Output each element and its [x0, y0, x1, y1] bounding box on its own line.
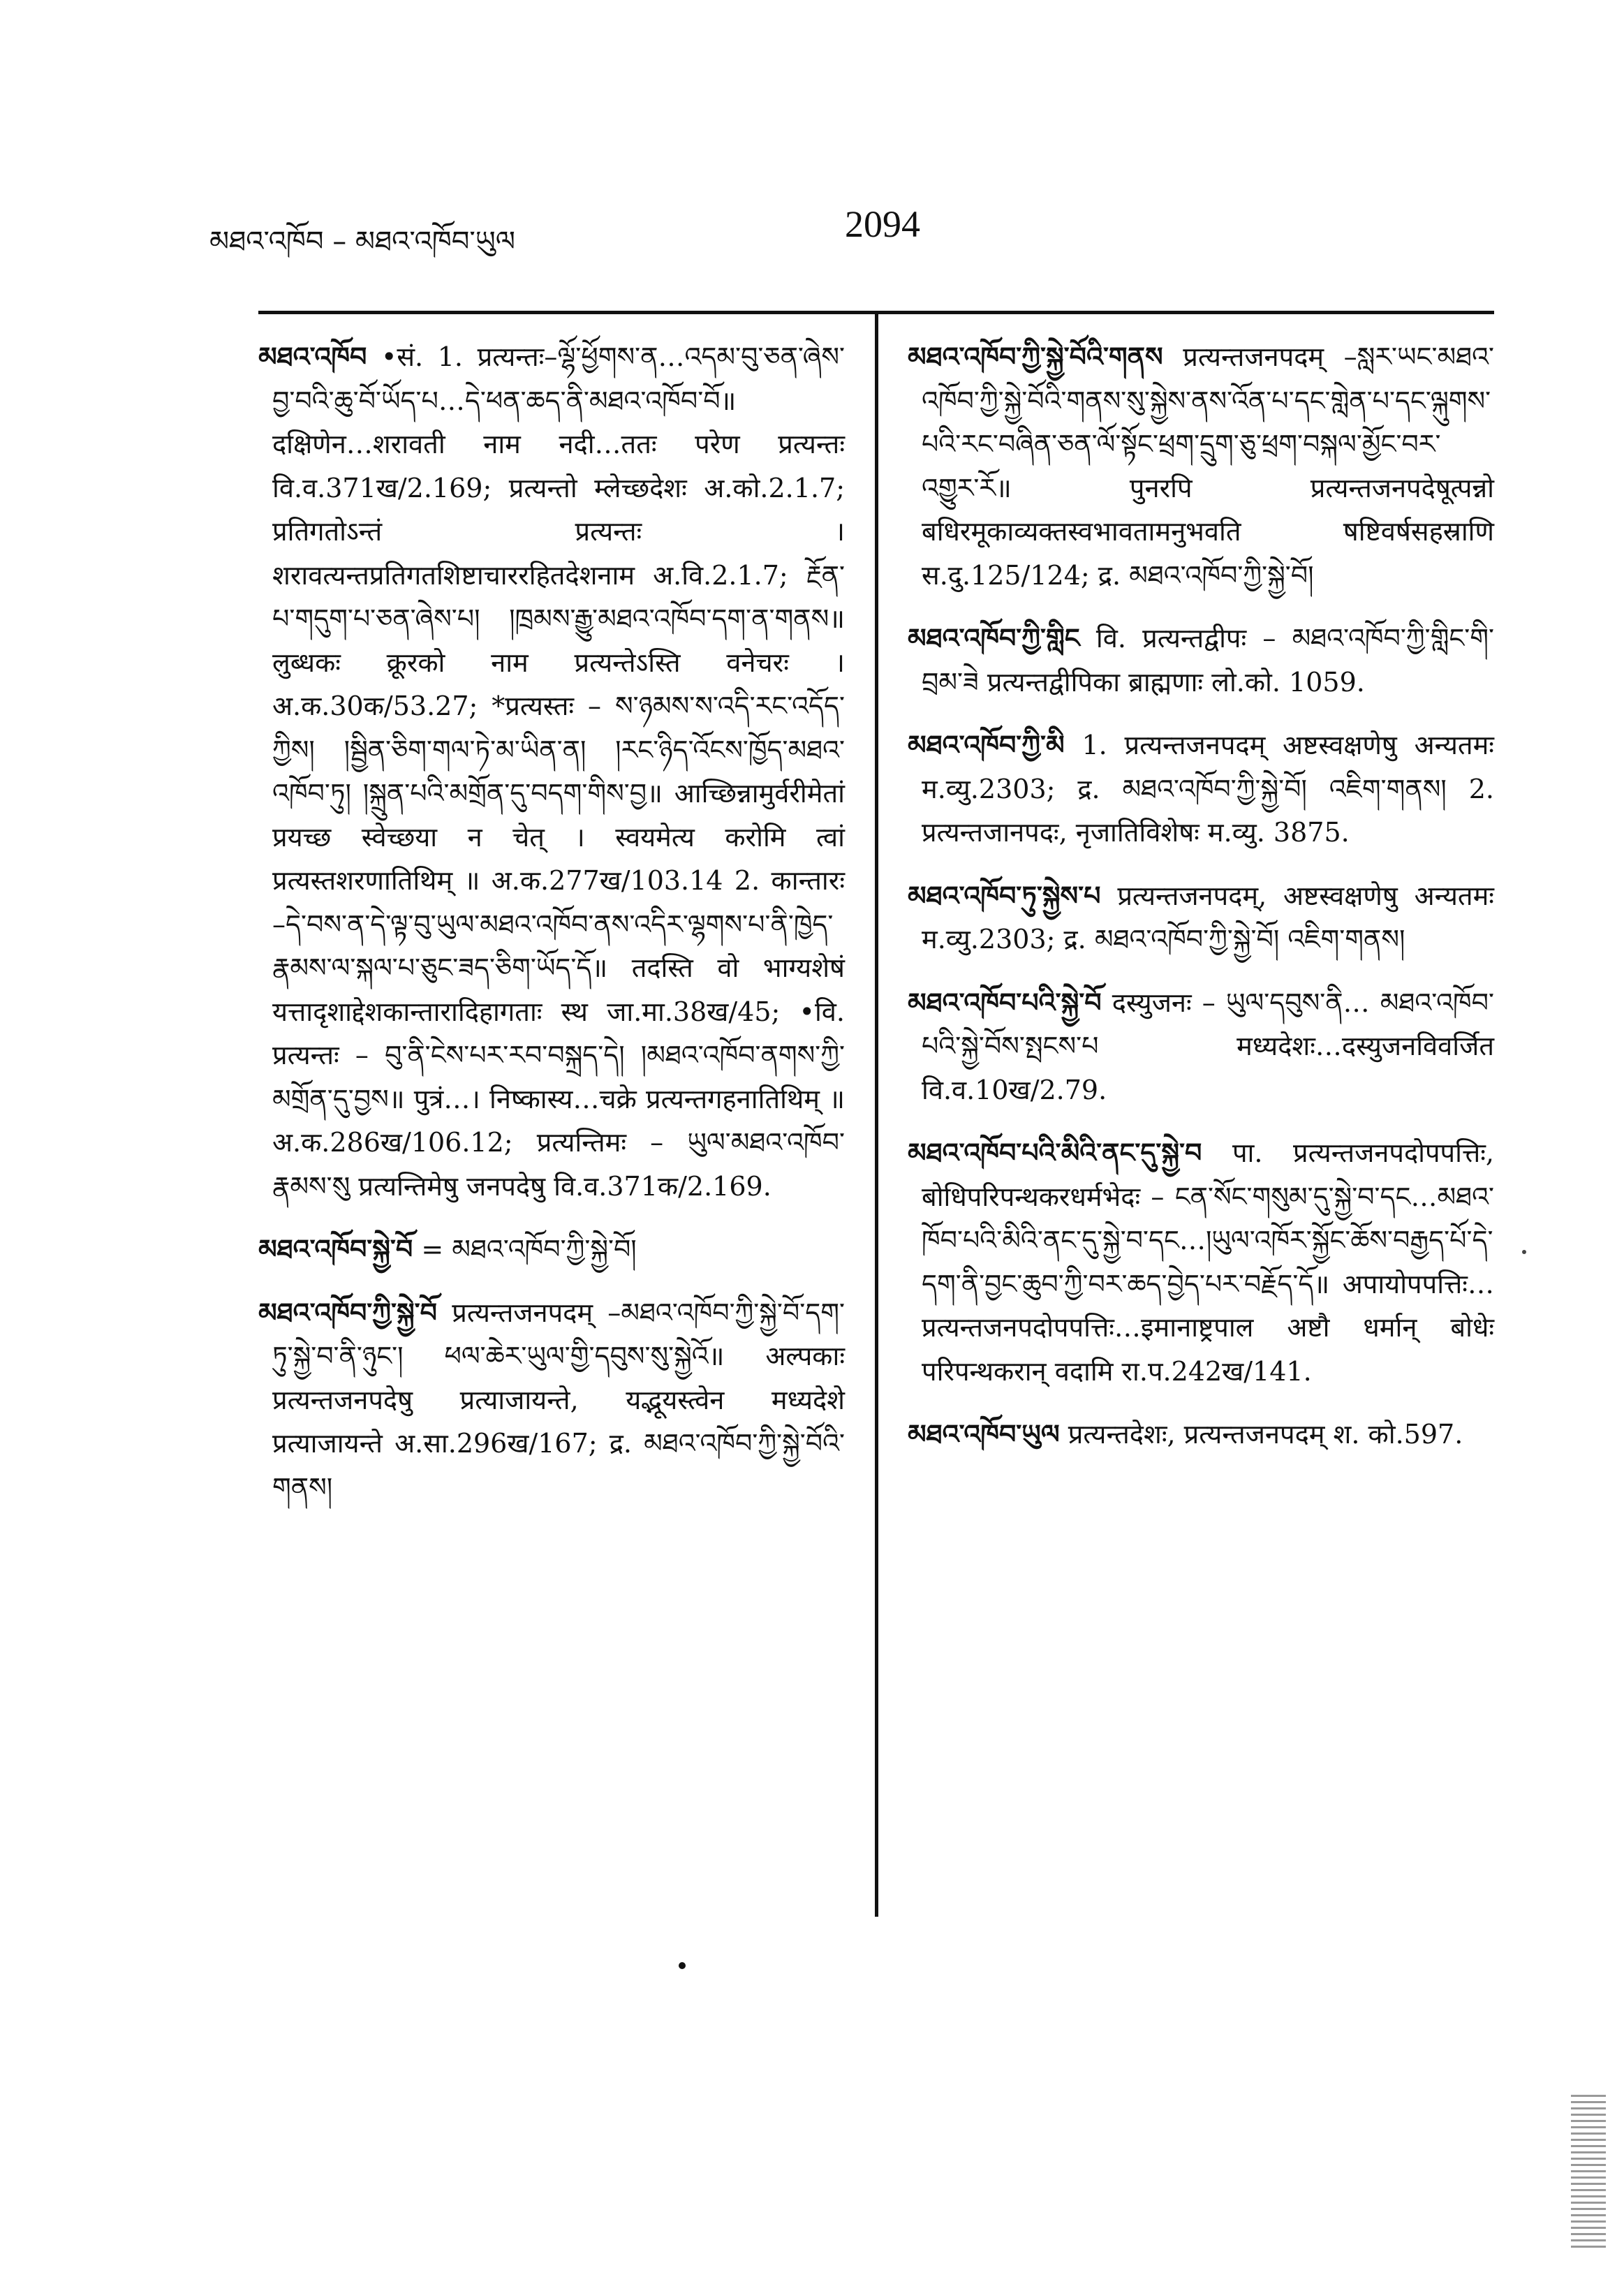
print-speck — [679, 1962, 686, 1969]
entry-body: 1. प्रत्यन्तजनपदम् अष्टस्वक्षणेषु अन्यतमः म.व्यु.2303; द्र. མཐའ་འཁོབ་ཀྱི་སྐྱེ་བོ། འཇིག་གནས། 2. प्रत्यन्तजानपदः, नृजातिविशेषः म.व्यु. 3875. — [922, 730, 1494, 848]
entry-headword: མཐའ་འཁོབ་ཡུལ — [908, 1419, 1060, 1450]
left-column — [258, 335, 845, 1528]
right-column — [908, 335, 1494, 1476]
dictionary-entry — [258, 1228, 845, 1272]
scan-edge-noise — [1571, 2095, 1606, 2248]
dictionary-entry — [258, 1291, 845, 1510]
entry-headword: མཐའ་འཁོབ་ཀྱི་སྐྱེ་བོ — [258, 1297, 438, 1328]
entry-headword: མཐའ་འཁོབ་ཀྱི་སྐྱེ་བོའི་གནས — [908, 341, 1163, 372]
dictionary-entry — [908, 981, 1494, 1112]
entry-body: = མཐའ་འཁོབ་ཀྱི་སྐྱེ་བོ། — [421, 1234, 637, 1265]
dictionary-entry — [908, 874, 1494, 962]
page-number: 2094 — [845, 203, 920, 245]
entry-body: दस्युजनः – ཡུལ་དབུས་ནི… མཐའ་འཁོབ་པའི་སྐྱེ་བོས་སྤངས་པ मध्यदेशः…दस्युजनविवर्जित वि.व.10ख/2.79. — [922, 987, 1494, 1105]
entry-headword: མཐའ་འཁོབ་པའི་སྐྱེ་བོ — [908, 987, 1102, 1018]
entry-body: प्रत्यन्तजनपदम् –སླར་ཡང་མཐའ་འཁོབ་ཀྱི་སྐྱེ་བོའི་གནས་སུ་སྐྱེས་ནས་འོན་པ་དང་གླེན་པ་དང་ལྐུགས་པའི་རང་བཞིན་ཅན་ལོ་སྟོང་ཕྲག་དྲུག་ཅུ་ཕྲག་བསྐལ་མྱོང་བར་འགྱུར་རོ॥ पुनरपि प्रत्यन्तजनपदेषूत्पन्नो बधिरमूकाव्यक्तस्वभावतामनुभवति षष्टिवर्षसहस्राणि स.दु.125/124; द्र. མཐའ་འཁོབ་ཀྱི་སྐྱེ་བོ། — [922, 341, 1494, 591]
entry-headword: མཐའ་འཁོབ་ཏུ་སྐྱེས་པ — [908, 880, 1101, 911]
dictionary-entry — [908, 617, 1494, 704]
entry-body: प्रत्यन्तजनपदम्, अष्टस्वक्षणेषु अन्यतमः म.व्यु.2303; द्र. མཐའ་འཁོབ་ཀྱི་སྐྱེ་བོ། འཇིག་གནས། — [922, 880, 1494, 955]
entry-headword: མཐའ་འཁོབ་སྐྱེ་བོ — [258, 1234, 413, 1265]
dictionary-entry — [908, 723, 1494, 855]
header-headword-range: མཐའ་འཁོབ – མཐའ་འཁོབ་ཡུལ — [209, 226, 516, 258]
entry-headword: མཐའ་འཁོབ་པའི་མིའི་ནང་དུ་སྐྱེ་བ — [908, 1137, 1202, 1168]
dictionary-entry — [908, 1413, 1494, 1457]
print-speck — [1522, 1250, 1526, 1254]
entry-headword: མཐའ་འཁོབ་ཀྱི་གླིང — [908, 623, 1080, 654]
dictionary-entry — [258, 335, 845, 1208]
entry-body: प्रत्यन्तदेशः, प्रत्यन्तजनपदम् श. को.597. — [1068, 1419, 1463, 1450]
entry-body: पा. प्रत्यन्तजनपदोपपत्तिः, बोधिपरिपन्थकरधर्मभेदः – ངན་སོང་གསུམ་དུ་སྐྱེ་བ་དང…མཐའ་ཁོབ་པའི་མིའི་ནང་དུ་སྐྱེ་བ་དང…།ཡུལ་འཁོར་སྐྱོང་ཆོས་བརྒྱད་པོ་དེ་དག་ནི་བྱང་ཆུབ་ཀྱི་བར་ཆད་བྱེད་པར་བརྗོད་དོ॥ अपायोपपत्तिः…प्रत्यन्तजनपदोपपत्तिः…इमानाष्ट्रपाल अष्टौ धर्मान् बोधेः परिपन्थकरान् वदामि रा.प.242ख/141. — [922, 1137, 1494, 1387]
dictionary-entry — [908, 335, 1494, 597]
column-divider — [875, 311, 878, 1917]
entry-body: प्रत्यन्तजनपदम् –མཐའ་འཁོབ་ཀྱི་སྐྱེ་བོ་དག་ཏུ་སྐྱེ་བ་ནི་ཉུང་། ཕལ་ཆེར་ཡུལ་གྱི་དབུས་སུ་སྐྱེའོ॥ अल्पकाः प्रत्यन्तजनपदेषु प्रत्याजायन्ते, यद्भूयस्त्वेन मध्यदेशे प्रत्याजायन्ते अ.सा.296ख/167; द्र. མཐའ་འཁོབ་ཀྱི་སྐྱེ་བོའི་གནས། — [272, 1297, 845, 1503]
dictionary-entry — [908, 1131, 1494, 1393]
entry-body: वि. प्रत्यन्तद्वीपः – མཐའ་འཁོབ་ཀྱི་གླིང་གི་བྲམ་ཟེ प्रत्यन्तद्वीपिका ब्राह्मणाः लो.को. 1059. — [922, 623, 1494, 698]
entry-headword: མཐའ་འཁོབ — [258, 341, 367, 372]
entry-headword: མཐའ་འཁོབ་ཀྱི་མི — [908, 730, 1065, 760]
entry-body: •सं. 1. प्रत्यन्तः–ལྷོ་ཕྱོགས་ན…འདམ་བུ་ཅན་ཞེས་བྱ་བའི་ཆུ་བོ་ཡོད་པ…དེ་ཕན་ཆད་ནི་མཐའ་འཁོབ་བོ॥ दक्षिणेन…शरावती नाम नदी…ततः परेण प्रत्यन्तः वि.व.371ख/2.169; प्रत्यन्तो म्लेच्छदेशः अ.को.2.1.7; प्रतिगतोऽन्तं प्रत्यन्तः । शरावत्यन्तप्रतिगतशिष्टाचाररहितदेशनाम अ.वि.2.1.7; རྔོན་པ་གདུག་པ་ཅན་ཞེས་པ། །ཁྲམས་རྒྱུ་མཐའ་འཁོབ་དག་ན་གནས॥ लुब्धकः क्रूरको नाम प्रत्यन्तेऽस्ति वनेचरः । अ.क.30क/53.27; *प्रत्यस्तः – ས་ཉམས་ས་འདི་རང་འདོད་ཀྱིས། །སྦྱིན་ཅིག་གལ་ཏེ་མ་ཡིན་ན། །རང་ཉིད་འོངས་ཁྱོད་མཐའ་འཁོབ་ཏུ། །སྐྲུན་པའི་མགྲོན་དུ་བདག་གིས་བྱ॥ आच्छिन्नामुर्वरीमेतां प्रयच्छ स्वेच्छया न चेत् । स्वयमेत्य करोमि त्वां प्रत्यस्तशरणातिथिम् ॥ अ.क.277ख/103.14 2. कान्तारः –དེ་བས་ན་དེ་ལྟ་བུ་ཡུལ་མཐའ་འཁོབ་ནས་འདིར་ལྷགས་པ་ནི་ཁྱེད་རྣམས་ལ་སྐལ་པ་ཅུང་ཟད་ཅིག་ཡོད་དོ॥ तदस्ति वो भाग्यशेषं यत्तादृशाद्देशकान्तारादिहागताः स्थ जा.मा.38ख/45; •वि. प्रत्यन्तः – བུ་ནི་ངེས་པར་རབ་བསྐྲད་དེ། །མཐའ་འཁོབ་ནགས་ཀྱི་མགྲོན་དུ་བྱས॥ पुत्रं…। निष्कास्य…चक्रे प्रत्यन्तगहनातिथिम् ॥ अ.क.286ख/106.12; प्रत्यन्तिमः – ཡུལ་མཐའ་འཁོབ་རྣམས་སུ प्रत्यन्तिमेषु जनपदेषु वि.व.371क/2.169. — [272, 341, 845, 1202]
